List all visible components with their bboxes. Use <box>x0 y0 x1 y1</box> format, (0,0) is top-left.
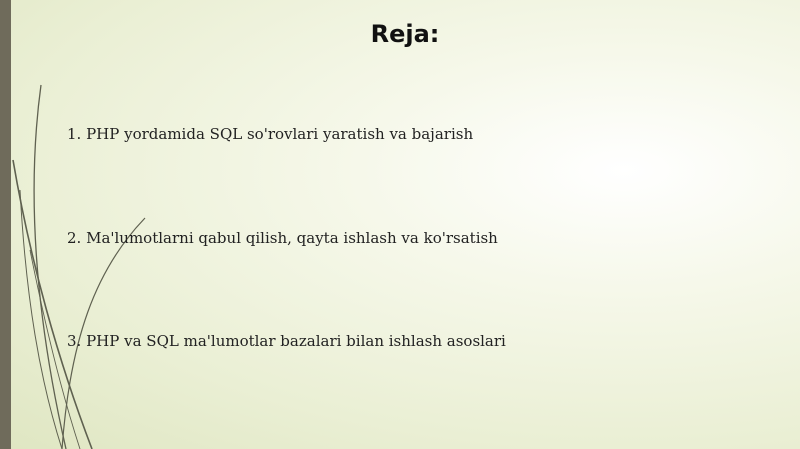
plan-item-3: 3. PHP va SQL ma'lumotlar bazalari bilan ishlash asoslari <box>67 332 506 350</box>
slide-title: Reja: <box>370 20 440 48</box>
plan-item-2: 2. Ma'lumotlarni qabul qilish, qayta ishlash va ko'rsatish <box>67 229 498 247</box>
plan-item-1: 1. PHP yordamida SQL so'rovlari yaratish va bajarish <box>67 125 474 143</box>
decorative-swirl-lines <box>0 0 200 449</box>
